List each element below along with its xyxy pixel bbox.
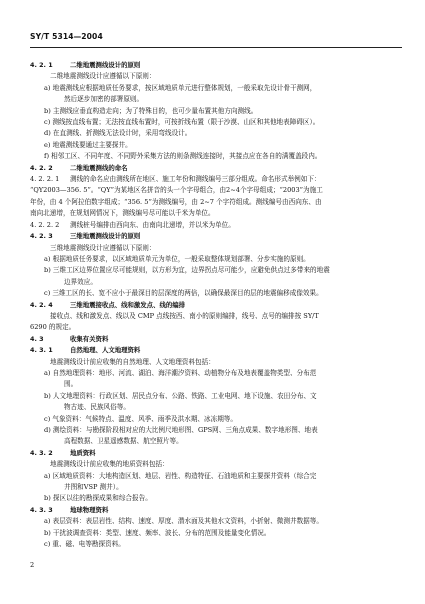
paragraph-line: 二维地震测线设计应遵循以下原则： — [50, 72, 156, 81]
numbered-paragraph — [30, 174, 402, 185]
clause-number: 4. 2. 2. 1 — [30, 175, 60, 184]
document-code: SY/T 5314—2004 — [30, 32, 103, 41]
paragraph-line: “QY2003—356. 5”。“QY”为某地区名拼音的头一个字母组合，由2~4个字母组成；“2003”为施工 — [30, 186, 323, 195]
list-item: d) 测绘资料：与勘探阶段相对应的大比例尺地形图、GPS网、三角点成果、数字地形图、地表 — [44, 426, 318, 434]
list-item: f) 相邻工区、不同年度、不同野外采集方法的则条测线连接时，其接点应在各自的满覆盖段内。 — [44, 152, 322, 161]
clause-number: 4. 2. 2. 2 — [30, 220, 60, 229]
heading-text: 收集有关资料 — [70, 334, 109, 343]
list-item: a) 地震测线应根据地质任务要求，按区域地质单元进行整体规划，一般采取先设计骨干测网， — [44, 83, 317, 92]
list-item: c) 三维工区的长、宽不应小于最深目的层深度的两倍，以确保最深目的层的地震偏移成像效果。 — [44, 289, 323, 298]
clause-number: 4. 2. 1 — [30, 61, 53, 69]
list-item: b) 探区以往的勘探成果和综合报告。 — [44, 494, 152, 503]
heading-text: 自然地理、人文地理资料 — [70, 346, 141, 355]
paragraph-line: 年份，由 4 个阿拉伯数字组成；“356. 5”为测线编号，由 2~7 个字符组成。测线编号由西向东、由 — [30, 197, 322, 206]
list-item: 井图和VSP 测井）。 — [64, 483, 123, 492]
section-heading — [30, 448, 402, 459]
clause-number: 4. 2. 4 — [30, 300, 53, 309]
paragraph-line: 接收点、线和激发点、线以及 CMP 点线按西、南小的原则编排，线号、点号的编排按 SY/T — [50, 311, 319, 320]
list-item: c) 重、磁、电等勘探资料。 — [44, 540, 125, 549]
section-heading — [30, 60, 402, 71]
list-item: c) 气象资料：气候特点、温度、风季、雨季及洪水期、冰冻期等。 — [44, 414, 237, 423]
paragraph-line: 地震测线设计前应收集的自然地理、人文地理资料包括： — [50, 357, 215, 366]
clause-number: 4. 3. 1 — [30, 346, 53, 355]
section-heading — [30, 231, 402, 242]
numbered-paragraph — [30, 220, 402, 231]
clause-number: 4. 3. 3 — [30, 505, 53, 514]
paragraph-text: 测线的命名应由测线所在地区、施工年份和测线编号三部分组成。命名形式举例如下： — [70, 175, 321, 184]
heading-text: 三维地震测线设计的原则 — [70, 232, 141, 241]
list-item: 高程数据、卫星遥感数据、航空照片等。 — [64, 437, 183, 446]
paragraph-line: 三维地震测线设计应遵循以下原则： — [50, 243, 156, 252]
list-item: a) 根据地质任务要求，以区域地质单元为单位，一般采取整体规划部署、分步实施的原则。 — [44, 254, 310, 263]
list-item: c) 测线按直线布置；无法按直线布置时，可按折线布置（限于沙漠、山区和其他地表障碍区）。 — [44, 118, 320, 127]
section-heading — [30, 163, 402, 174]
list-item: b) 主测线应垂直构造走向；为了特殊目的，也可少量布置其他方向测线。 — [44, 106, 258, 115]
list-item: a) 区域地质资料：大地构造区划、地层、岩性、构造特征、石油地质和主要探井资料（综合完 — [44, 471, 317, 480]
heading-text: 二维地震测线设计的原则 — [70, 61, 141, 69]
section-heading — [30, 300, 402, 311]
list-item: b) 三维工区边界位置应尽可能规则，以方形为宜，边界拐点尽可能少，应避免供点过多带来的地震 — [44, 266, 330, 275]
list-item: 物古迹、民族风俗等。 — [64, 403, 130, 412]
document-body — [30, 60, 402, 550]
section-heading — [30, 334, 402, 345]
heading-text: 地质资料 — [70, 448, 96, 457]
list-item: b) 干扰波调查资料：类型、速度、频率、波长、分布的范围及能量变化情况。 — [44, 528, 271, 537]
clause-number: 4. 2. 2 — [30, 163, 53, 172]
list-item: a) 自然地理资料：地形、河流、湖泊、海洋潮汐资料、动植物分布及地表覆盖物类型、分布范 — [44, 368, 317, 377]
list-item: 然后逐步加密的部署原则。 — [64, 95, 144, 104]
page-number: 2 — [30, 561, 35, 569]
list-item: a) 表层资料：表层岩性、结构、速度、厚度、潜水面及其他水文资料，小折射、微测井数据等。 — [44, 517, 323, 526]
clause-number: 4. 3. 2 — [30, 448, 53, 457]
list-item: b) 人文地理资料：行政区划、居民点分布、公路、铁路、工业电网、地下设施、农田分布、文 — [44, 391, 317, 400]
clause-number: 4. 3 — [30, 334, 44, 343]
list-item: 围。 — [64, 380, 78, 389]
list-item: d) 在直测线、折测线无法设计时，采用弯线设计。 — [44, 129, 192, 138]
list-item: 边界效应。 — [64, 277, 97, 286]
header-rule — [30, 47, 402, 48]
clause-number: 4. 2. 3 — [30, 232, 53, 241]
paragraph-line: 南向北递增，在规划网情况下，测线编号尽可能以千米为单位。 — [30, 209, 215, 218]
paragraph-line: 6290 的规定。 — [30, 323, 76, 332]
section-heading — [30, 505, 402, 516]
heading-text: 地球物理资料 — [70, 505, 109, 514]
heading-text: 二维地震测线的命名 — [70, 163, 128, 172]
paragraph-text: 测线桩号编排由西向东、由南向北递增，并以米为单位。 — [70, 220, 235, 229]
paragraph-line: 地震测线设计前应收集的地质资料包括： — [50, 460, 169, 469]
heading-text: 三维地震接收点、线和激发点、线的编排 — [70, 300, 186, 309]
section-heading — [30, 345, 402, 356]
list-item: e) 地震测线要通过主要探井。 — [44, 140, 132, 149]
